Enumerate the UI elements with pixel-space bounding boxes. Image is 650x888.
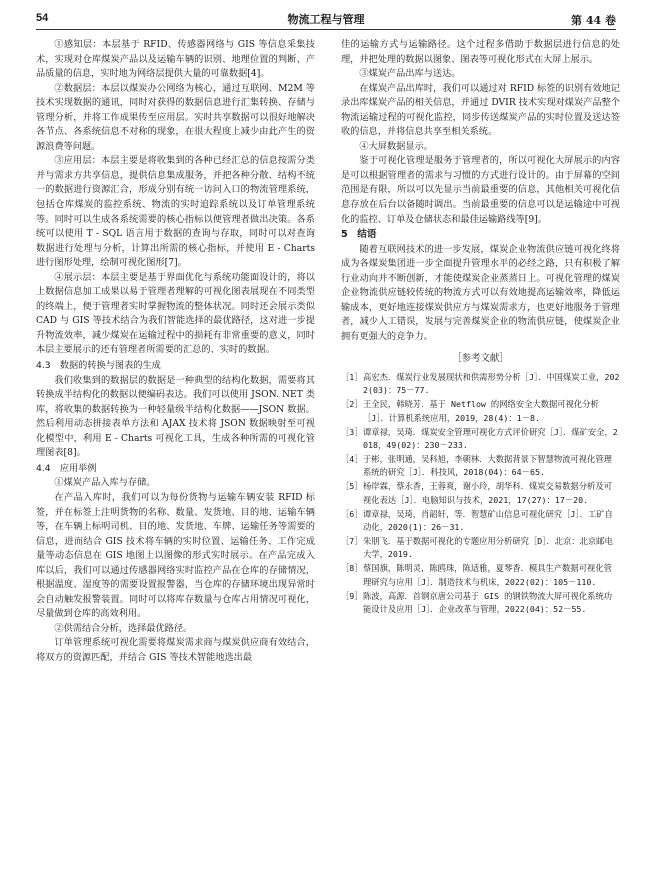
paragraph-data-layer: ②数据层：本层以煤炭办公网络为核心，通过互联网、M2M 等技术实现数据的通讯，同时对获得的数据信息进行汇集转换、存储与管理分析，并将工作成果传至应用层。实时共享数据可以很好地解决各节点、各系统信息不对称的现象，在很大程度上减少由此产生的资源浪费等问题。	[36, 82, 315, 152]
reference-item	[341, 371, 620, 398]
paragraph-data-conversion: 我们收集到的数据层的数据是一种典型的结构化数据，需要将其转换成半结构化的数据以便编码表达。我们可以使用 JSON. NET 类库，将收集的数据转换为一种轻量级半结构化数据——JSON 数据。然后利用动态拼接表单方法和 AJAX 技术将 JSON 数据映射至可视化模型中，利用 E - Charts 可视化工具，生成各种所需的可视化管理图表[8]。	[36, 374, 315, 459]
reference-text: 蔡国旗，陈明灵，陈鸥珠，陈适雅，夏琴香．模具生产数据可视化管理研究与应用［J］．制造技术与机床，2022(02)：105－110.	[363, 563, 612, 587]
reference-text: 杨岸霖，蔡永香，王蓉爽，谢小玲，胡华科．煤炭交易数据分析及可视化表达［J］．电脑知识与技术，2021，17(27)：17－20.	[363, 481, 612, 505]
journal-title: 物流工程与管理	[287, 13, 365, 26]
item-title-outbound: ③煤炭产品出库与送达。	[359, 68, 461, 80]
paragraph-conclusion: 随着互联网技术的进一步发展，煤炭企业物流供应链可视化终将成为各煤炭集团进一步全面提升管理水平的必经之路，只有积极了解行业动向并不断创新，才能使煤炭企业蒸蒸日上。可视化管理的煤炭企业物流供应链较传统的物流方式可以有效地提高运输效率，降低运输成本，更好地连接煤炭供应方与煤炭需求方，也更好地服务于管理者，减少人工错误，发展与完善煤炭企业的物流供应链，使煤炭企业拥有更强大的竞争力。	[341, 243, 620, 342]
right-column	[341, 38, 620, 617]
reference-number: ［4］	[341, 453, 363, 464]
page-number: 54	[36, 12, 49, 24]
reference-number: ［2］	[341, 399, 363, 410]
reference-text: 王全民，韩晓芳．基于 Netflow 的网络安全大数据可视化分析［J］．计算机系统应用，2019，28(4)：1－8.	[363, 399, 599, 423]
reference-text: 于彬，张明通，吴科旭，李朝林．大数据背景下智慧物流可视化管理系统的研究［J］．科技风，2018(04)：64－65.	[363, 453, 612, 478]
reference-item	[341, 480, 620, 507]
reference-item	[341, 590, 620, 617]
item-title-supply-demand: ②供需结合分析，选择最优路径。	[54, 622, 193, 634]
item-title-big-screen: ④大屏数据显示。	[359, 140, 433, 152]
item-text-big-screen: 鉴于可视化管理是服务于管理者的，所以可视化大屏展示的内容是可以根据管理者的需求与习惯的方式进行设计的。由于屏幕的空间范围是有限，所以可以先显示当前最重要的信息，其他相关可视化信息存放在后台以备随时调出。当前最重要的信息可以是运输途中可视化的监控、订单及仓储状态和最佳运输路线等[9]。	[341, 155, 620, 225]
page-header	[36, 8, 616, 30]
reference-number: ［1］	[341, 372, 363, 383]
paragraph-continuation: 佳的运输方式与运输路径。这个过程多借助于数据层进行信息的处理，并把处理的数据以图象、图表等可视化形式在大屏上展示。	[341, 39, 620, 65]
paragraph-perception-layer: ①感知层：本层基于 RFID、传感器网络与 GIS 等信息采集技术，实现对仓库煤炭产品以及运输车辆的识别、地理位置的判断、产品质量的信息，实时地为网络层提供大量的可靠数据[4]。	[36, 39, 315, 80]
reference-number: ［6］	[341, 508, 363, 519]
header-rule	[36, 29, 616, 30]
reference-item	[341, 453, 620, 480]
reference-text: 高宏杰．煤炭行业发展现状和供需形势分析［J］．中国煤炭工业，2022(03)：75－77.	[363, 372, 620, 396]
item-text-supply-demand: 订单管理系统可视化需要将煤炭需求商与煤炭供应商有效结合，将双方的资源匹配，并结合 GIS 等技术智能地选出最	[36, 637, 315, 663]
reference-number: ［7］	[341, 535, 363, 546]
reference-item	[341, 398, 620, 425]
reference-number: ［3］	[341, 426, 363, 437]
section-heading-conclusion: 5 结语	[341, 229, 377, 241]
reference-text: 陈波，高源．首钢京唐公司基于 GIS 的钢铁物流大屏可视化系统功能设计及应用［J］．企业改革与管理，2022(04)：52－55.	[363, 590, 612, 614]
reference-item	[341, 426, 620, 453]
reference-item	[341, 535, 620, 562]
left-column	[36, 38, 315, 666]
item-title-storage: ①煤炭产品入库与存储。	[54, 477, 156, 489]
reference-item	[341, 562, 620, 589]
section-heading-4-4: 4.4 应用举例	[36, 462, 97, 474]
reference-item	[341, 508, 620, 535]
references-title: ［参考文献］	[452, 353, 509, 365]
item-text-storage: 在产品入库时，我们可以为每份货物与运输车辆安装 RFID 标签，并在标签上注明货物的名称、数量、发货地、目的地、运输车辆等，在车辆上标明司机、目的地、发货地、车牌、运输任务等需要的信息，进而结合 GIS 技术将车辆的实时位置、运输任务、工作完成量等动态信息在 GIS 地图上以图像的形式实时展示。在产品完成入库以后，我们可以通过传感器网络实时监控产品在仓库的存储情况，根据温度、湿度等的需要设置报警器，当仓库的存储环境出现异常时会自动触发报警装置。同时可以将库存数量与仓库占用情况可视化，尽量做到仓库的高效利用。	[36, 491, 315, 620]
reference-text: 谭章禄，吴琦．煤炭安全管理可视化方式评价研究［J］．煤矿安全，2018，49(02)：230－233.	[363, 426, 618, 451]
item-text-outbound: 在煤炭产品出库时，我们可以通过对 RFID 标签的识别有效地记录出库煤炭产品的相关信息，并通过 DVIR 技术实现对煤炭产品整个物流运输过程的可视化监控，同步传送煤炭产品的实时位置及送达签收的信息，并将信息共享至相关系统。	[341, 82, 620, 138]
paragraph-application-layer: ③应用层：本层主要是将收集到的各种已经汇总的信息按需分类并与需求方共享信息，提供信息集成服务，并把各种分散、结构不统一的数据进行资源汇合，形成分别有统一访问入口的物流管理系统，包括仓库煤炭的监控系统、物流的实时追踪系统以及订单管理系统等。同时可以生成各系统需要的核心指标以便管理者做出决策。各系统可以使用 T - SQL 语言用于数据的查询与存取，同时可以对查询数据进行处理与分析，计算出所需的核心指标，并使用 E - Charts 进行图形处理，绘制可视化图形[7]。	[36, 155, 315, 269]
volume-label: 第 44 卷	[571, 14, 616, 27]
reference-text: 谭章禄，吴琦，肖韶轩，等．智慧矿山信息可视化研究［J］．工矿自动化，2020(1)：26－31.	[363, 508, 613, 532]
reference-number: ［5］	[341, 481, 363, 492]
reference-text: 朱朋飞．基于数据可视化的专题应用分析研究［D］．北京：北京邮电大学，2019.	[363, 535, 613, 560]
reference-number: ［8］	[341, 563, 363, 574]
paragraph-display-layer: ④展示层：本层主要是基于界面优化与系统功能面设计的，将以上数据信息加工成果以易于管理者理解的可视化图表展现在不同类型的终端上，便于管理者实时掌握物流的整体状况。同时还会展示类似 CAD 与 GIS 等技术结合为我们智能选择的最优路径，这对进一步提升物流效率，减少煤炭在运输过程中的损耗有非常重要的意义，同时本层主要展示的还有管理者所需要的汇总的、实时的数据。	[36, 271, 315, 356]
reference-number: ［9］	[341, 590, 363, 601]
section-heading-4-3: 4.3 数据的转换与图表的生成	[36, 360, 161, 372]
references-list	[341, 371, 620, 616]
